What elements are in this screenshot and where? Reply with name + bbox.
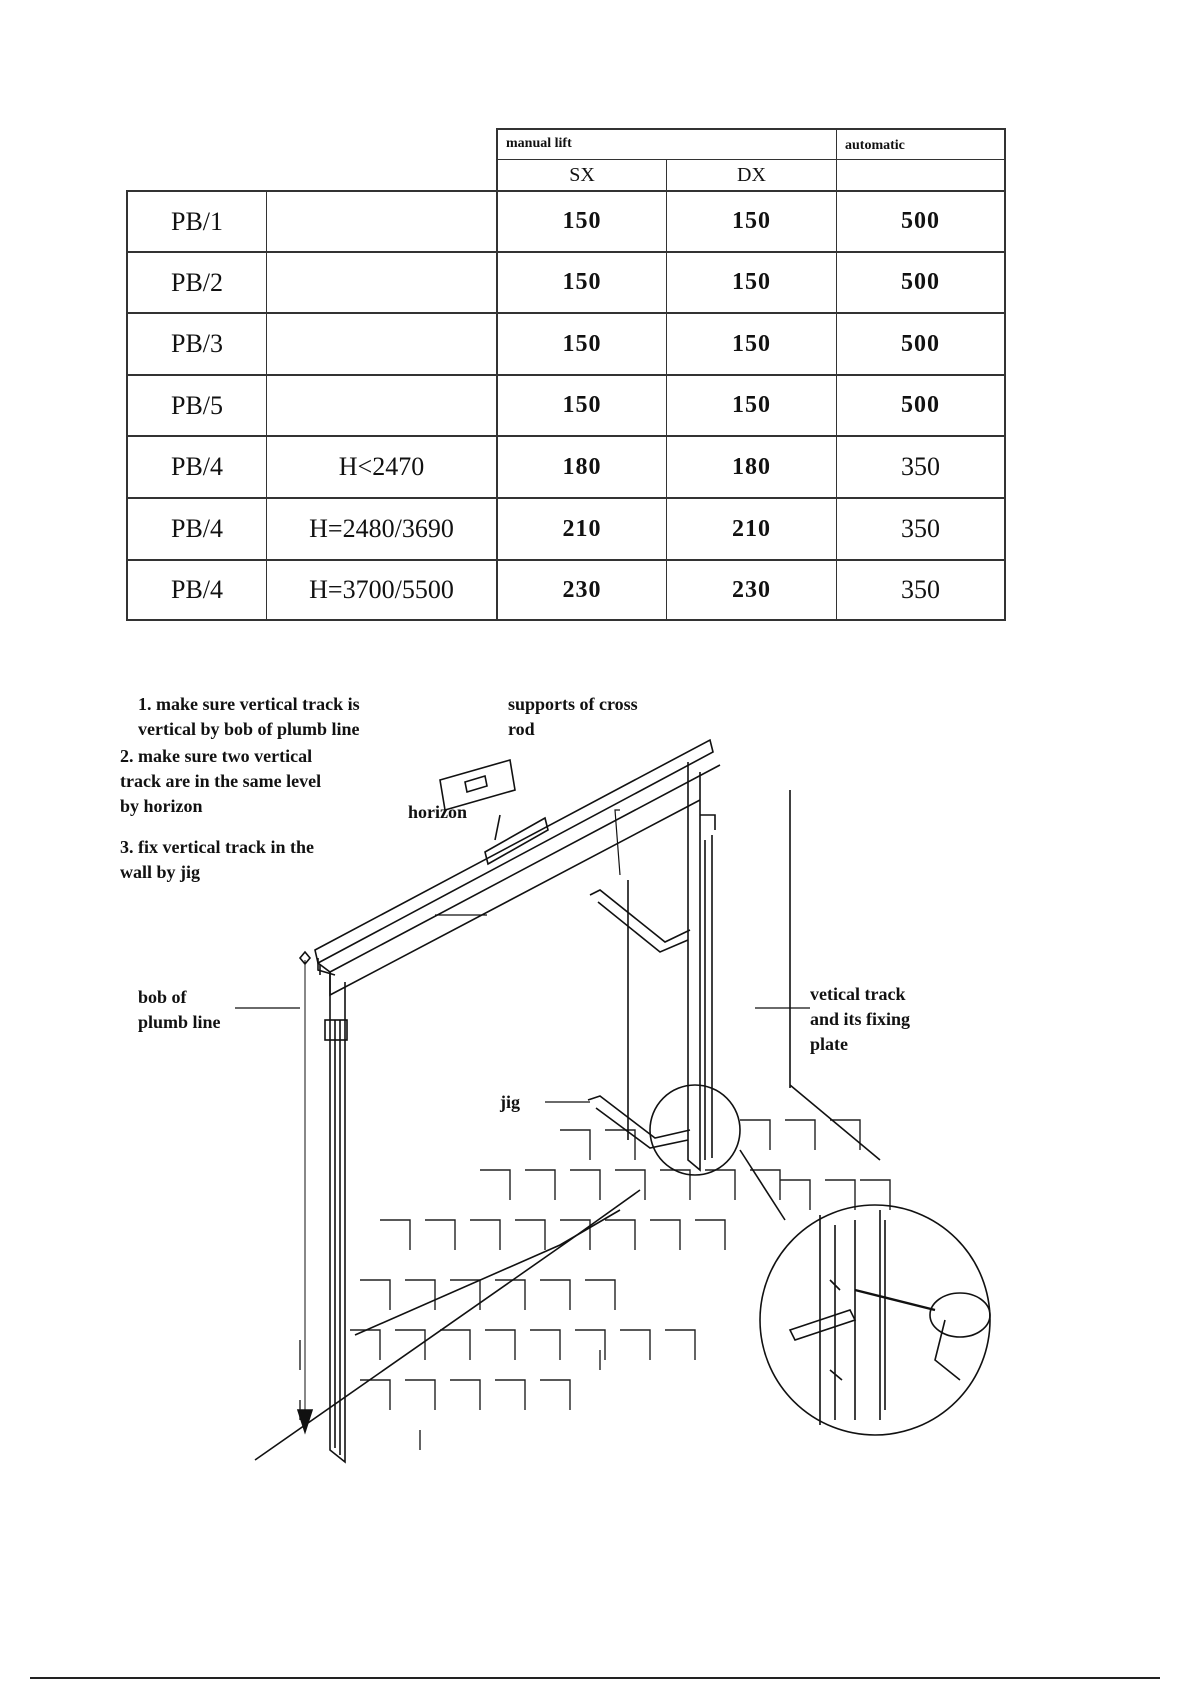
row-model: PB/3	[170, 329, 224, 358]
row-model: PB/4	[170, 575, 224, 604]
row-dx: 150	[732, 208, 771, 234]
load-spec-table	[126, 128, 1006, 621]
row-dx: 210	[732, 515, 771, 542]
table-line	[126, 619, 1006, 621]
row-sx: 180	[562, 453, 602, 480]
floor-tiles	[300, 1120, 890, 1450]
instruction-step-1: 1. make sure vertical track is vertical by bob of plumb line	[138, 694, 360, 739]
row-dx: 180	[732, 453, 771, 480]
row-automatic: 500	[901, 330, 940, 357]
row-height	[267, 253, 496, 312]
callout-supports-cross-rod: supports of cross rod	[508, 694, 638, 739]
row-sx: 230	[562, 576, 602, 603]
callout-jig: jig	[500, 1092, 520, 1112]
row-height	[267, 376, 496, 435]
callout-horizon: horizon	[408, 802, 468, 822]
header-sx: SX	[569, 163, 595, 186]
row-model: PB/2	[170, 267, 224, 297]
row-model: PB/4	[170, 514, 224, 543]
row-automatic: 350	[901, 514, 940, 543]
row-automatic: 350	[901, 575, 940, 604]
row-height: H<2470	[338, 452, 425, 481]
row-automatic: 500	[901, 208, 940, 234]
header-dx: DX	[737, 163, 766, 186]
row-sx: 150	[562, 208, 602, 234]
installation-diagram	[0, 694, 1191, 1550]
row-automatic: 350	[901, 452, 940, 481]
footer-rule	[30, 1677, 1160, 1679]
row-model: PB/4	[170, 452, 224, 481]
instruction-step-2: 2. make sure two vertical track are in the same level by horizon	[120, 746, 322, 816]
row-automatic: 500	[901, 269, 940, 295]
header-manual-lift: manual lift	[506, 136, 572, 151]
row-height: H=2480/3690	[309, 514, 454, 543]
row-model: PB/5	[170, 390, 224, 420]
row-sx: 150	[562, 269, 602, 295]
row-dx: 150	[732, 392, 771, 418]
row-sx: 150	[562, 330, 602, 357]
instruction-step-3: 3. fix vertical track in the wall by jig	[120, 837, 314, 882]
callout-vertical-track: vetical track and its fixing plate	[810, 984, 911, 1054]
row-height	[267, 192, 496, 251]
row-sx: 210	[562, 515, 602, 542]
row-dx: 150	[732, 269, 771, 295]
row-height: H=3700/5500	[309, 575, 454, 604]
header-automatic: automatic	[845, 138, 905, 153]
row-automatic: 500	[901, 392, 940, 418]
row-dx: 150	[732, 330, 771, 357]
callout-bob-of-plumb-line: bob of plumb line	[138, 987, 221, 1032]
row-model: PB/1	[170, 206, 224, 236]
row-sx: 150	[562, 392, 602, 418]
row-height	[267, 314, 496, 374]
table-line	[1004, 128, 1006, 621]
row-dx: 230	[732, 576, 771, 603]
